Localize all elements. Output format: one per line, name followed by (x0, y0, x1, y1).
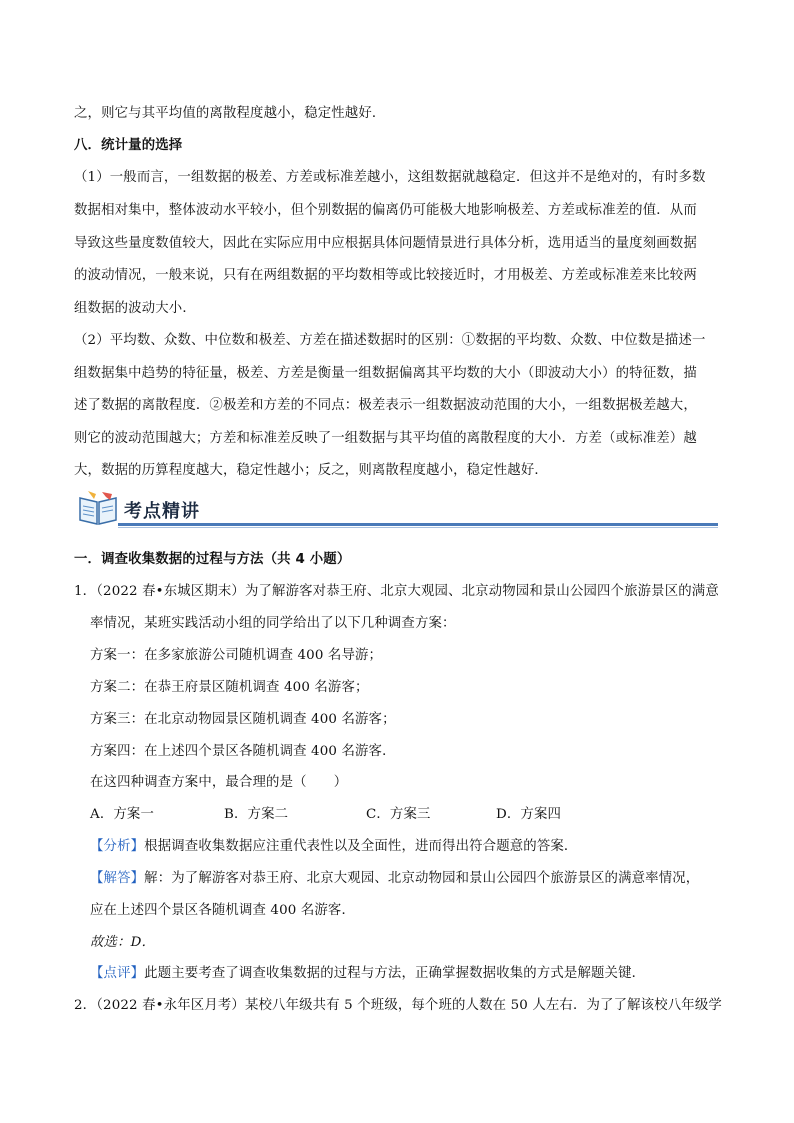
plan-item: 方案二：在恭王府景区随机调查 400 名游客； (90, 680, 369, 695)
plan-item: 方案一：在多家旅游公司随机调查 400 名导游； (90, 648, 383, 663)
section-banner (76, 488, 718, 528)
answer-line: 应在上述四个景区各随机调查 400 名游客． (90, 903, 356, 918)
answer-tag: 【解答】 (90, 871, 145, 886)
paragraph-line: 导致这些量度数值较大，因此在实际应用中应根据具体问题情景进行具体分析，选用适当的量度刻画数据 (74, 236, 697, 251)
comment-text: 此题主要考查了调查收集数据的过程与方法，正确掌握数据收集的方式是解题关键． (144, 966, 646, 981)
banner-rule-shadow (118, 527, 718, 528)
comment-tag: 【点评】 (90, 966, 145, 981)
paragraph-line: 述了数据的离散程度．②极差和方差的不同点：极差表示一组数据波动范围的大小，一组数据极差越大， (74, 398, 697, 413)
plan-item: 方案三：在北京动物园景区随机调查 400 名游客； (90, 712, 396, 727)
paragraph-line: 组数据的波动大小． (74, 301, 196, 316)
section-heading: 一．调查收集数据的过程与方法（共 4 小题） (74, 552, 351, 567)
paragraph-line: 数据相对集中，整体波动水平较小，但个别数据的偏离仍可能极大地影响极差、方差或标准差的值．从而 (74, 203, 697, 218)
option-d: D．方案四 (496, 807, 562, 822)
banner-rule (118, 523, 718, 526)
analysis-text: 根据调查收集数据应注重代表性以及全面性，进而得出符合题意的答案． (144, 839, 578, 854)
banner-title: 考点精讲 (124, 501, 200, 522)
paragraph-line: （2）平均数、众数、中位数和极差、方差在描述数据时的区别：①数据的平均数、众数、中位数是描述一 (74, 333, 706, 348)
analysis-tag: 【分析】 (90, 839, 145, 854)
comment-line (90, 962, 645, 981)
paragraph-line: 之，则它与其平均值的离散程度越小，稳定性越好． (74, 106, 386, 121)
paragraph-line: 则它的波动范围越大；方差和标准差反映了一组数据与其平均值的离散程度的大小．方差（或标准差）越 (74, 431, 697, 446)
paragraph-line: 大，数据的历算程度越大，稳定性越小；反之，则离散程度越小，稳定性越好． (74, 463, 548, 478)
answer-line (90, 867, 699, 886)
question-stem: 率情况，某班实践活动小组的同学给出了以下几种调查方案： (90, 616, 456, 631)
plan-item: 方案四：在上述四个景区各随机调查 400 名游客． (90, 744, 396, 759)
choice-line: 故选：D． (90, 935, 156, 950)
section-heading-statistics-choice: 八．统计量的选择 (74, 138, 183, 153)
option-c: C．方案三 (366, 807, 431, 822)
answer-text: 解：为了解游客对恭王府、北京大观园、北京动物园和景山公园四个旅游景区的满意率情况， (144, 871, 700, 886)
open-book-icon (76, 488, 120, 528)
options-row (90, 803, 561, 822)
question-ask: 在这四种调查方案中，最合理的是（ ） (90, 775, 348, 790)
option-b: B．方案二 (224, 807, 289, 822)
paragraph-line: （1）一般而言，一组数据的极差、方差或标准差越小，这组数据就越稳定．但这并不是绝对的，有时多数 (74, 170, 706, 185)
question-stem: 1．（2022 春•东城区期末）为了解游客对恭王府、北京大观园、北京动物园和景山公园四个旅游景区的满意 (74, 584, 719, 599)
question-stem: 2．（2022 春•永年区月考）某校八年级共有 5 个班级，每个班的人数在 50 人左右．为了了解该校八年级学 (74, 998, 722, 1013)
analysis-line (90, 835, 577, 854)
paragraph-line: 的波动情况，一般来说，只有在两组数据的平均数相等或比较接近时，才用极差、方差或标准差来比较两 (74, 268, 697, 283)
paragraph-line: 组数据集中趋势的特征量，极差、方差是衡量一组数据偏离其平均数的大小（即波动大小）的特征数，描 (74, 366, 697, 381)
option-a: A．方案一 (90, 807, 154, 822)
